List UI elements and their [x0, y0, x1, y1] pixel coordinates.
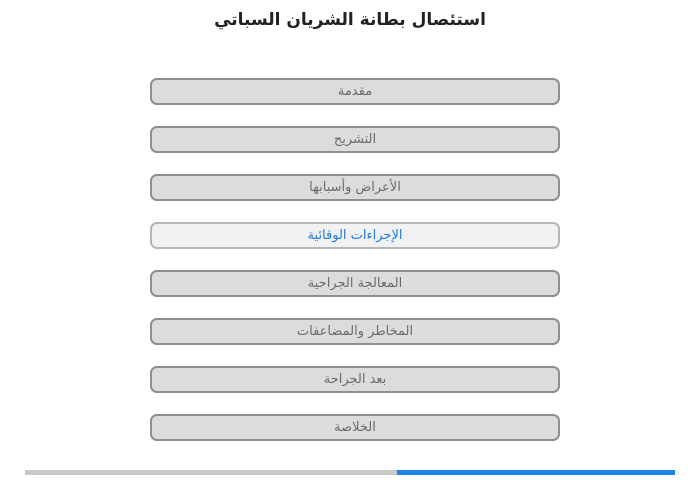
- menu-item-preventive-measures[interactable]: الإجراءات الوقائية: [150, 222, 560, 249]
- menu-item-symptoms-causes[interactable]: الأعراض وأسبابها: [150, 174, 560, 201]
- menu-item-surgical-treatment[interactable]: المعالجة الجراحية: [150, 270, 560, 297]
- chapter-menu: [150, 78, 560, 441]
- page-title: استئصال بطانة الشريان السباتي: [214, 10, 486, 30]
- menu-item-anatomy[interactable]: التشريح: [150, 126, 560, 153]
- menu-item-risks-complications[interactable]: المخاطر والمضاعفات: [150, 318, 560, 345]
- progress-bar: [25, 470, 675, 475]
- menu-item-introduction[interactable]: مقدمة: [150, 78, 560, 105]
- menu-item-summary[interactable]: الخلاصة: [150, 414, 560, 441]
- menu-item-after-surgery[interactable]: بعد الجراحة: [150, 366, 560, 393]
- progress-bar-fill: [397, 470, 675, 475]
